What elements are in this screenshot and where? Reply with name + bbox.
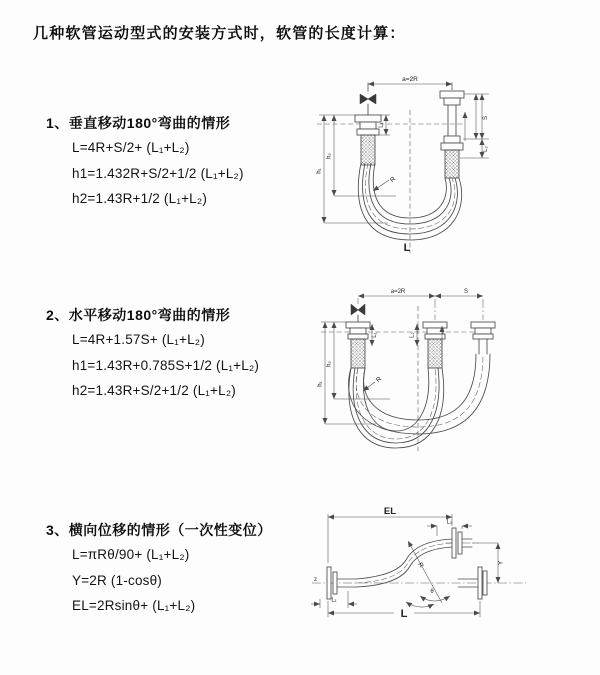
label-l2: L₂ — [446, 519, 453, 526]
label-a2r: a=2R — [390, 289, 406, 295]
section-vertical-movement — [46, 111, 244, 212]
label-z: z — [314, 577, 317, 583]
formula-Y: Y=2R (1-cosθ) — [72, 572, 163, 588]
formula-L: L=4R+1.57S+ (L₁+L₂) — [72, 332, 205, 347]
label-r: R — [416, 561, 425, 570]
left-pipe — [346, 322, 370, 368]
label-s: S — [483, 115, 489, 121]
formula-h1: h1=1.432R+S/2+1/2 (L₁+L₂) — [72, 165, 244, 181]
valve-icon — [360, 94, 376, 115]
label-r: R — [388, 175, 398, 185]
label-l2: L₂ — [409, 332, 416, 338]
right-pipe — [471, 322, 495, 354]
formula-h1: h1=1.43R+0.785S+1/2 (L₁+L₂) — [72, 357, 260, 373]
section-1-heading: 1、垂直移动180°弯曲的情形 — [46, 115, 231, 131]
section-1-formulas — [72, 135, 244, 212]
formula-L: L=4R+S/2+ (L₁+L₂) — [72, 140, 190, 155]
valve-icon — [351, 304, 365, 322]
label-l2: L₂ — [483, 146, 489, 152]
diagram-lateral-displacement — [308, 503, 600, 643]
label-theta: θ — [430, 589, 434, 595]
right-pipe — [440, 91, 464, 178]
formula-h2: h2=1.43R+1/2 (L₁+L₂) — [72, 191, 208, 206]
diagram-horizontal-180-bend — [318, 284, 593, 462]
formula-EL: EL=2Rsinθ+ (L₁+L₂) — [72, 598, 196, 613]
middle-pipe — [423, 322, 447, 368]
label-l1: L₁ — [378, 122, 385, 128]
section-3-formulas — [72, 542, 272, 619]
hose-u-bend-position-2 — [349, 354, 490, 434]
diagram-vertical-180-bend — [310, 68, 590, 258]
radius-callout — [363, 375, 383, 391]
radius-line — [408, 541, 442, 603]
section-2-heading: 2、水平移动180°弯曲的情形 — [46, 307, 231, 323]
dim-l1 — [372, 324, 378, 346]
label-length-l: L — [403, 242, 411, 254]
label-r: R — [374, 375, 384, 385]
dim-h1-h2 — [317, 115, 397, 223]
dim-l2 — [460, 139, 489, 158]
dim-l2 — [427, 520, 472, 537]
label-h2: h₂ — [326, 153, 333, 159]
section-3-heading: 3、横向位移的情形（一次性变位） — [46, 522, 272, 538]
hose-u-bend-position-1 — [349, 368, 444, 448]
centerlines — [317, 82, 465, 253]
label-s: S — [463, 289, 469, 295]
radius-callout — [373, 175, 397, 191]
left-pipe — [355, 115, 381, 165]
dim-a2r-s — [358, 289, 483, 296]
section-horizontal-movement — [46, 303, 259, 404]
label-length-l: L — [400, 608, 408, 620]
dim-a2r — [368, 76, 452, 92]
formula-h2: h2=1.43R+S/2+1/2 (L₁+L₂) — [72, 383, 236, 398]
label-y: Y — [497, 560, 505, 566]
hose-s-curve — [356, 539, 452, 587]
label-a2r: a=2R — [402, 76, 418, 83]
label-h1: h₁ — [316, 168, 323, 174]
label-el: EL — [383, 506, 397, 517]
label-h2: h₂ — [326, 361, 333, 367]
dim-el — [328, 506, 452, 563]
label-h1: h₁ — [317, 381, 324, 387]
section-lateral-displacement — [46, 518, 272, 619]
label-l1: L₁ — [372, 332, 378, 338]
dim-s — [463, 94, 489, 139]
section-2-formulas — [72, 327, 259, 404]
dim-y — [472, 543, 505, 583]
label-l1: L₁ — [331, 597, 337, 604]
page-title: 几种软管运动型式的安装方式时，软管的长度计算： — [33, 25, 406, 42]
angle-theta — [406, 589, 450, 607]
formula-L: L=πRθ/90+ (L₁+L₂) — [72, 547, 190, 562]
dim-l2 — [410, 324, 418, 346]
